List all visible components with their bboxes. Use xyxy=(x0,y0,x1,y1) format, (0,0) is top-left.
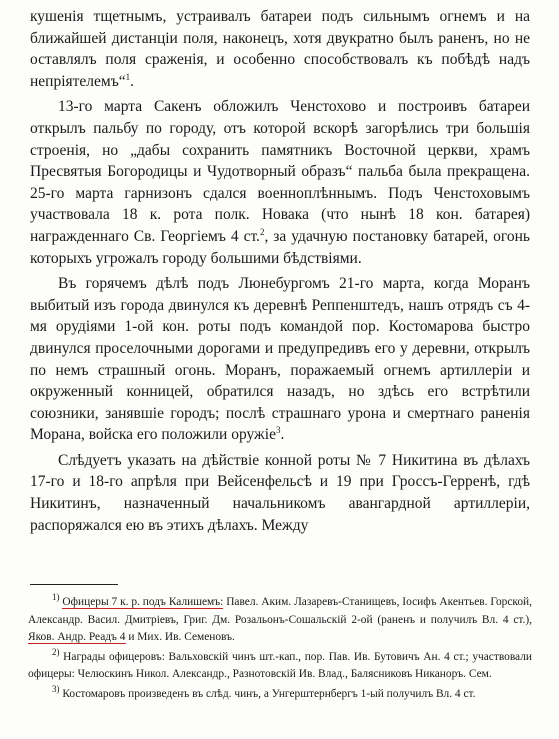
footnote-divider xyxy=(30,584,118,585)
footnote-1: $^{1)}$ Офицеры 7 к. р. подъ Калишемъ: Павел. Аким. Лазаревъ-Станищевъ, Іосифъ Акентьев. Горской, Александр. Васил. Дмитріевъ, Григ. Дм. Розальонъ-Сошальскій 2-ой (раненъ и получилъ Вл. 4 ст.), Яков. Андр. Реадъ 4 и Мих. Ив. Семеновъ. xyxy=(28,592,532,644)
footnote-1-underlined-lead: Офицеры 7 к. р. подъ Калишемъ: xyxy=(62,596,224,608)
paragraph-3: Въ горячемъ дѣлѣ подъ Люнебургомъ 21-го марта, когда Моранъ выбитый изъ города двинулся къ деревнѣ Реппенштедъ, нашъ отрядъ съ 4-мя орудіями 1-ой кон. роты подъ командой пор. Костомарова быстро двинулся проселочными дорогами и предупредивъ его у деревни, открылъ по немъ страшный огонь. Моранъ, поражаемый огнемъ артиллеріи и окруженный конницей, обратился назадъ, но здѣсь его встрѣтили союзники, занявшіе городъ; послѣ страшнаго урона и смертнаго раненія Морана, войска его положили оружіе$^3$. xyxy=(30,275,530,444)
footnote-ref-1: 1 xyxy=(125,71,131,82)
footnote-mark-1: 1) xyxy=(52,592,60,603)
footnote-mark-3: 3) xyxy=(52,684,60,695)
paragraph-1: кушенія тщетнымъ, устраивалъ батареи подъ сильнымъ огнемъ и на ближайшей дистанціи поля, наконецъ, хотя двукратно былъ раненъ, но не оставлялъ поля сраженія, и особенно способствовалъ къ побѣдѣ надъ непріятелемъ“$^1$. xyxy=(30,8,530,90)
footnotes xyxy=(28,594,532,706)
footnote-1-underlined-name: Яков. Андр. Реадъ 4 xyxy=(28,631,126,644)
paragraph-2: 13-го марта Сакенъ обложилъ Ченстохово и построивъ батареи открылъ пальбу по городу, отъ которой вскорѣ загорѣлись три большія строенія, но „дабы сохранить памятникъ Восточной церкви, храмъ Пресвятыя Богородицы и Чудотворный образъ“ пальба была прекращена. 25-го марта гарнизонъ сдался военноплѣннымъ. Подъ Ченстоховымъ участвовала 18 к. рота полк. Новака (что нынѣ 18 кон. батарея) награжденнаго Св. Георгіемъ 4 ст.$^2$, за удачную постановку батарей, огонь которыхъ угрожалъ городу большими бѣдствіями. xyxy=(30,98,530,267)
footnote-3: $^{3)}$ Костомаровъ произведенъ въ слѣд. чинъ, а Унгерштернбергъ 1-ый получилъ Вл. 4 ст. xyxy=(52,684,476,700)
paragraph-4: Слѣдуетъ указать на дѣйствіе конной роты № 7 Никитина въ дѣлахъ 17-го и 18-го апрѣля при Вейсенфельсѣ и 19 при Гроссъ-Герренѣ, гдѣ Никитинъ, назначенный начальникомъ авангардной артиллеріи, распоряжался ею въ этихъ дѣлахъ. Между xyxy=(30,451,530,534)
footnote-ref-2: 2 xyxy=(259,226,265,237)
footnote-mark-2: 2) xyxy=(52,646,60,657)
footnote-2: $^{2)}$ Награды офицеровъ: Вальховскій чинъ шт.-кап., пор. Пав. Ив. Бутовичъ Ан. 4 ст.; участвовали офицеры: Челюскинъ Никол. Александр., Разнотовскій Ив. Влад., Балясниковъ Никаноръ. Сем. xyxy=(28,646,532,681)
footnote-ref-3: 3 xyxy=(275,425,281,436)
main-text xyxy=(30,6,530,540)
